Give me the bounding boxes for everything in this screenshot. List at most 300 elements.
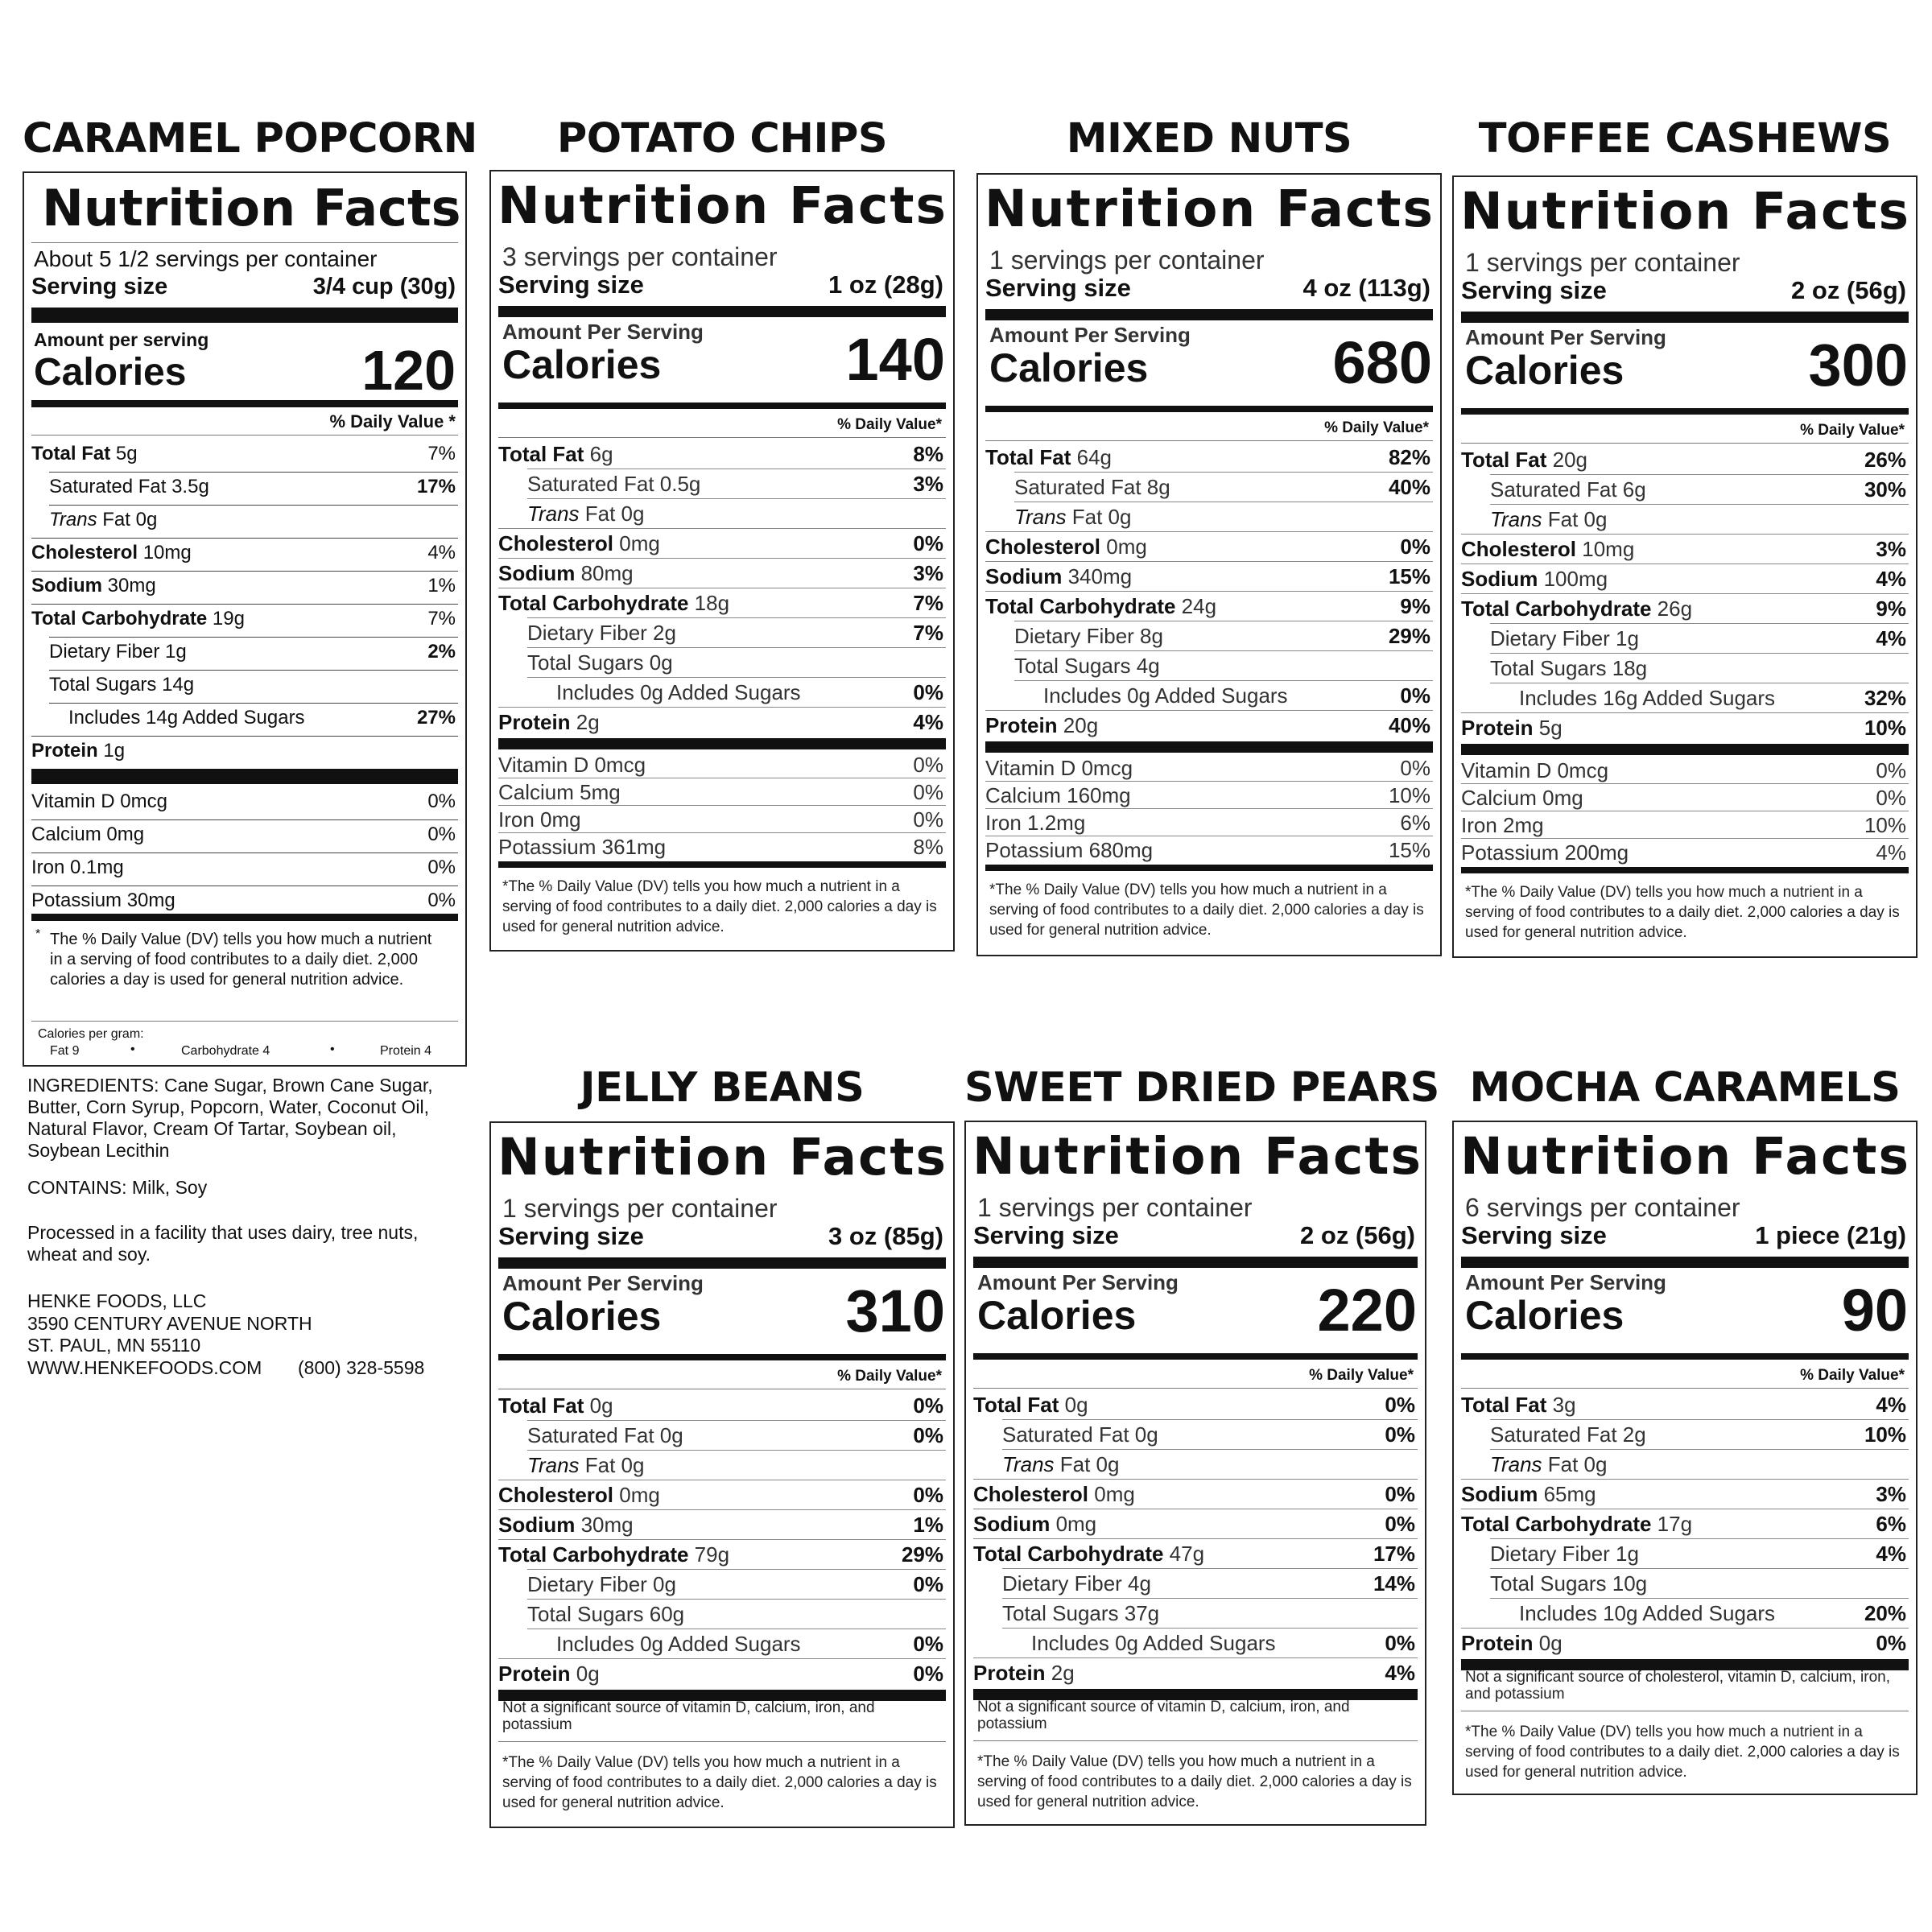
title-mixed-nuts: MIXED NUTS bbox=[1066, 115, 1352, 163]
nutrient-row bbox=[985, 713, 1430, 738]
nutrition-facts-heading: Nutrition Facts bbox=[985, 180, 1435, 238]
nutrition-panel-sweet-dried-pears bbox=[964, 1121, 1426, 1826]
serving-size-label: Serving size bbox=[985, 274, 1131, 302]
company-name: HENKE FOODS, LLC bbox=[27, 1290, 207, 1311]
divider bbox=[1490, 653, 1909, 654]
divider bbox=[49, 703, 458, 704]
nutrient-row bbox=[985, 505, 1430, 530]
nutrient-row bbox=[985, 683, 1430, 708]
divider bbox=[973, 1257, 1418, 1268]
nutrient-label bbox=[973, 1512, 1096, 1537]
nutrient-label bbox=[498, 1662, 600, 1686]
vitamin-row bbox=[1461, 758, 1906, 783]
nutrient-name: Total Carbohydrate bbox=[1461, 1512, 1652, 1536]
nutrient-amount: Fat 0g bbox=[1054, 1452, 1120, 1476]
vitamin-daily-value: 8% bbox=[913, 835, 943, 859]
footnote: *The % Daily Value (DV) tells you how much a nutrient in a serving of food contributes to a daily diet. 2,000 calories a day is used for general nutrition advice. bbox=[1465, 884, 1900, 941]
nutrient-name: Cholesterol bbox=[1461, 537, 1577, 561]
nutrient-label bbox=[1014, 624, 1163, 649]
divider bbox=[498, 1658, 946, 1659]
nutrient-row bbox=[498, 710, 943, 735]
nutrient-label bbox=[1490, 1422, 1646, 1447]
nutrient-label bbox=[1043, 683, 1288, 708]
nutrient-name: Total Fat bbox=[31, 443, 111, 464]
footnote: *The % Daily Value (DV) tells you how much a nutrient in a serving of food contributes to a daily diet. 2,000 calories a day is used for general nutrition advice. bbox=[1465, 1724, 1900, 1781]
facility-statement: Processed in a facility that uses dairy, tree nuts, wheat and soy. bbox=[27, 1222, 419, 1265]
nutrient-label bbox=[556, 680, 801, 705]
amount-per-serving: Amount Per Serving bbox=[1465, 325, 1666, 349]
nutrient-row bbox=[985, 624, 1430, 649]
vitamin-row bbox=[1461, 813, 1906, 838]
nutrient-name: Trans bbox=[1002, 1452, 1055, 1476]
nutrient-name: Cholesterol bbox=[973, 1482, 1089, 1506]
divider bbox=[527, 617, 946, 618]
serving-size-label: Serving size bbox=[31, 274, 168, 299]
nutrient-amount: 64g bbox=[1071, 445, 1113, 469]
nutrient-daily-value: 29% bbox=[1388, 624, 1430, 648]
nutrient-daily-value: 0% bbox=[1385, 1422, 1415, 1447]
nutrient-daily-value: 0% bbox=[1385, 1631, 1415, 1655]
vitamin-row bbox=[1461, 786, 1906, 811]
divider bbox=[498, 402, 946, 409]
nutrient-daily-value: 7% bbox=[427, 443, 456, 464]
divider bbox=[498, 861, 946, 868]
vitamin-label: Iron 2mg bbox=[1461, 813, 1544, 837]
nutrient-name: Saturated Fat 0g bbox=[527, 1423, 683, 1447]
nutrient-daily-value: 14% bbox=[1373, 1571, 1415, 1596]
nutrient-label bbox=[973, 1482, 1135, 1507]
nutrient-daily-value: 0% bbox=[1400, 535, 1430, 559]
nutrient-daily-value: 0% bbox=[913, 1393, 943, 1418]
nutrient-row bbox=[31, 509, 456, 531]
nutrient-name: Sodium bbox=[498, 1513, 576, 1537]
amount-per-serving: Amount per serving bbox=[34, 329, 209, 350]
nutrient-label bbox=[498, 561, 634, 586]
nutrient-label bbox=[1002, 1601, 1159, 1626]
servings-per-container: 1 servings per container bbox=[502, 1194, 778, 1223]
nutrient-name: Dietary Fiber 1g bbox=[1490, 1542, 1639, 1566]
nutrient-label bbox=[31, 542, 192, 564]
nutrient-daily-value: 0% bbox=[913, 680, 943, 704]
address-line-2: ST. PAUL, MN 55110 bbox=[27, 1335, 201, 1356]
nutrient-daily-value: 0% bbox=[1385, 1482, 1415, 1506]
nutrient-daily-value: 40% bbox=[1388, 475, 1430, 499]
nutrient-name: Saturated Fat 3.5g bbox=[49, 476, 209, 497]
divider bbox=[498, 1509, 946, 1510]
divider bbox=[498, 1354, 946, 1360]
nutrient-label bbox=[498, 1393, 613, 1418]
vitamin-daily-value: 0% bbox=[913, 753, 943, 777]
daily-value-header: % Daily Value* bbox=[1800, 1367, 1905, 1384]
nutrient-row bbox=[1461, 1452, 1906, 1477]
vitamin-label: Iron 0mg bbox=[498, 807, 581, 832]
servings-per-container: 3 servings per container bbox=[502, 242, 778, 271]
title-sweet-dried-pears: SWEET DRIED PEARS bbox=[964, 1064, 1439, 1112]
nutrient-amount: Fat 0g bbox=[97, 509, 158, 530]
nutrient-label bbox=[1490, 507, 1607, 532]
nutrient-row bbox=[973, 1393, 1415, 1418]
vitamin-label: Potassium 361mg bbox=[498, 835, 667, 859]
serving-size-label: Serving size bbox=[1461, 1221, 1607, 1249]
nutrient-amount: 5g bbox=[1533, 716, 1563, 740]
nutrient-name: Total Carbohydrate bbox=[1461, 597, 1652, 621]
nutrient-row bbox=[973, 1482, 1415, 1507]
divider bbox=[985, 710, 1433, 711]
nutrient-row bbox=[1461, 1422, 1906, 1447]
vitamin-daily-value: 0% bbox=[427, 791, 456, 812]
nutrient-row bbox=[1461, 1631, 1906, 1656]
nutrient-row bbox=[31, 608, 456, 630]
nutrient-daily-value: 0% bbox=[913, 1662, 943, 1686]
nutrient-daily-value: 0% bbox=[1385, 1393, 1415, 1417]
vitamin-label: Potassium 200mg bbox=[1461, 840, 1629, 865]
nutrient-label bbox=[68, 707, 305, 729]
nutrient-name: Includes 0g Added Sugars bbox=[1031, 1631, 1276, 1655]
nutrient-label bbox=[1014, 505, 1131, 530]
nutrient-row bbox=[1461, 597, 1906, 621]
nutrient-name: Sodium bbox=[498, 561, 576, 585]
vitamin-label: Potassium 30mg bbox=[31, 890, 175, 911]
nutrient-name: Sodium bbox=[31, 575, 102, 597]
nutrient-row bbox=[498, 1542, 943, 1567]
vitamin-row bbox=[31, 857, 456, 879]
divider bbox=[31, 819, 458, 820]
amount-per-serving: Amount Per Serving bbox=[502, 1271, 704, 1295]
nutrient-label bbox=[527, 502, 644, 526]
nutrient-label bbox=[1461, 1482, 1596, 1507]
nutrient-daily-value: 7% bbox=[913, 621, 943, 645]
nutrient-label bbox=[1461, 537, 1634, 562]
nutrient-label bbox=[31, 575, 156, 597]
nutrient-name: Includes 0g Added Sugars bbox=[556, 680, 801, 704]
vitamin-label: Vitamin D 0mcg bbox=[985, 756, 1133, 780]
nutrient-label bbox=[527, 1572, 676, 1597]
divider bbox=[1461, 1257, 1909, 1268]
amount-per-serving: Amount Per Serving bbox=[977, 1270, 1179, 1294]
nutrition-facts-heading: Nutrition Facts bbox=[497, 1128, 947, 1187]
nutrient-name: Total Fat bbox=[973, 1393, 1059, 1417]
divider bbox=[1490, 1538, 1909, 1539]
divider bbox=[1461, 408, 1909, 415]
divider bbox=[498, 832, 946, 833]
vitamin-row bbox=[985, 811, 1430, 836]
vitamin-row bbox=[498, 807, 943, 832]
vitamin-row bbox=[498, 835, 943, 860]
nutrient-amount: 3g bbox=[1546, 1393, 1576, 1417]
serving-size-value: 2 oz (56g) bbox=[1791, 276, 1906, 304]
nutrient-row bbox=[498, 680, 943, 705]
nutrient-row bbox=[1461, 477, 1906, 502]
vitamin-row bbox=[31, 824, 456, 846]
nutrient-daily-value: 7% bbox=[427, 608, 456, 630]
nutrient-label bbox=[1490, 1452, 1607, 1477]
vitamin-daily-value: 15% bbox=[1388, 838, 1430, 862]
nutrient-label bbox=[498, 591, 729, 616]
nutrient-daily-value: 26% bbox=[1864, 448, 1906, 472]
nutrient-amount: 30mg bbox=[102, 575, 156, 597]
nutrient-daily-value: 4% bbox=[1876, 567, 1906, 591]
nutrient-name: Total Carbohydrate bbox=[973, 1542, 1164, 1566]
nutrient-amount: 47g bbox=[1163, 1542, 1205, 1566]
nutrient-amount: 0g bbox=[1533, 1631, 1563, 1655]
nutrient-name: Saturated Fat 8g bbox=[1014, 475, 1170, 499]
nutrient-row bbox=[1461, 1571, 1906, 1596]
nutrient-label bbox=[498, 710, 600, 735]
nutrient-label bbox=[498, 1542, 729, 1567]
nutrient-row bbox=[973, 1452, 1415, 1477]
nutrient-label bbox=[1519, 686, 1775, 711]
servings-per-container: 1 servings per container bbox=[977, 1193, 1253, 1222]
nutrient-name: Includes 10g Added Sugars bbox=[1519, 1601, 1776, 1625]
nutrient-label bbox=[527, 621, 676, 646]
nutrient-row bbox=[985, 475, 1430, 500]
nutrient-label bbox=[973, 1661, 1075, 1686]
nutrient-label bbox=[1461, 716, 1563, 741]
divider bbox=[1461, 744, 1909, 755]
divider bbox=[1490, 1449, 1909, 1450]
nutrient-label bbox=[1461, 448, 1587, 473]
divider bbox=[31, 604, 458, 605]
nutrient-daily-value: 4% bbox=[1876, 1393, 1906, 1417]
divider bbox=[985, 440, 1433, 441]
nutrient-amount: 6g bbox=[584, 442, 613, 466]
nutrient-row bbox=[498, 650, 943, 675]
nutrition-facts-heading: Nutrition Facts bbox=[972, 1127, 1422, 1186]
nutrient-daily-value: 7% bbox=[913, 591, 943, 615]
title-mocha-caramels: MOCHA CARAMELS bbox=[1469, 1064, 1901, 1112]
divider bbox=[1461, 534, 1909, 535]
footnote: *The % Daily Value (DV) tells you how much a nutrient in a serving of food contributes to a daily diet. 2,000 calories a day is used for general nutrition advice. bbox=[502, 878, 937, 935]
nutrient-name: Cholesterol bbox=[31, 542, 138, 564]
nutrient-name: Dietary Fiber 4g bbox=[1002, 1571, 1151, 1596]
divider bbox=[985, 741, 1433, 753]
nutrient-row bbox=[973, 1542, 1415, 1567]
nutrient-label bbox=[49, 509, 157, 531]
divider bbox=[49, 637, 458, 638]
nutrient-amount: 0mg bbox=[1050, 1512, 1097, 1536]
nutrient-name: Trans bbox=[1490, 507, 1542, 531]
nutrient-name: Trans bbox=[527, 1453, 580, 1477]
vitamin-label: Iron 1.2mg bbox=[985, 811, 1086, 835]
divider bbox=[498, 805, 946, 806]
divider bbox=[973, 1479, 1418, 1480]
nutrient-amount: 0g bbox=[1059, 1393, 1088, 1417]
divider bbox=[1490, 474, 1909, 475]
nutrient-name: Protein bbox=[498, 1662, 571, 1686]
nutrient-row bbox=[1461, 1601, 1906, 1626]
nutrient-row bbox=[31, 740, 456, 762]
nutrition-panel-caramel-popcorn bbox=[23, 171, 467, 1067]
nutrient-amount: 0g bbox=[570, 1662, 600, 1686]
nutrient-row bbox=[31, 476, 456, 498]
nutrient-amount: 0mg bbox=[1100, 535, 1147, 559]
divider bbox=[1014, 680, 1433, 681]
contains: CONTAINS: Milk, Soy bbox=[27, 1177, 208, 1198]
calories-per-gram-fat: Fat 9 bbox=[50, 1044, 80, 1058]
address-line-1: 3590 CENTURY AVENUE NORTH bbox=[27, 1313, 312, 1334]
divider bbox=[527, 647, 946, 648]
vitamin-label: Iron 0.1mg bbox=[31, 857, 124, 878]
calories-label: Calories bbox=[34, 351, 187, 394]
nutrient-daily-value: 9% bbox=[1876, 597, 1906, 621]
divider bbox=[527, 1420, 946, 1421]
nutrient-amount: 10mg bbox=[1576, 537, 1635, 561]
nutrient-row bbox=[498, 621, 943, 646]
calories-value: 220 bbox=[1317, 1277, 1417, 1344]
nutrient-amount: Fat 0g bbox=[1542, 1452, 1608, 1476]
title-jelly-beans: JELLY BEANS bbox=[580, 1064, 865, 1112]
nutrient-name: Sodium bbox=[985, 564, 1063, 588]
nutrient-daily-value: 0% bbox=[913, 1483, 943, 1507]
nutrient-amount: 0g bbox=[584, 1393, 613, 1418]
nutrient-amount: 79g bbox=[688, 1542, 730, 1567]
nutrient-amount: 100mg bbox=[1538, 567, 1608, 591]
daily-value-header: % Daily Value* bbox=[1324, 419, 1429, 436]
nutrient-label bbox=[1014, 475, 1170, 500]
nutrient-amount: 19g bbox=[207, 608, 245, 630]
nutrient-label bbox=[1519, 1601, 1775, 1626]
nutrient-label bbox=[527, 650, 673, 675]
divider bbox=[49, 670, 458, 671]
daily-value-header: % Daily Value* bbox=[1800, 422, 1905, 439]
nutrient-name: Protein bbox=[31, 740, 98, 762]
nutrition-panel-mixed-nuts bbox=[976, 173, 1442, 956]
divider bbox=[985, 406, 1433, 412]
nutrient-amount: 5g bbox=[110, 443, 138, 464]
nutrient-label bbox=[1490, 477, 1646, 502]
vitamin-row bbox=[985, 756, 1430, 781]
serving-size-row bbox=[1461, 1221, 1906, 1250]
nutrient-amount: 0mg bbox=[1088, 1482, 1135, 1506]
calories-value: 140 bbox=[845, 326, 945, 393]
daily-value-header: % Daily Value* bbox=[837, 1368, 942, 1385]
title-potato-chips: POTATO CHIPS bbox=[556, 115, 888, 163]
title-toffee-cashews: TOFFEE CASHEWS bbox=[1478, 115, 1892, 163]
nutrient-amount: 340mg bbox=[1062, 564, 1133, 588]
serving-size-value: 1 oz (28g) bbox=[828, 270, 943, 299]
nutrient-daily-value: 32% bbox=[1864, 686, 1906, 710]
calories-value: 90 bbox=[1841, 1277, 1908, 1344]
nutrient-daily-value: 3% bbox=[1876, 1482, 1906, 1506]
divider bbox=[1461, 1479, 1909, 1480]
nutrient-amount: 80mg bbox=[575, 561, 634, 585]
serving-size-label: Serving size bbox=[973, 1221, 1119, 1249]
nutrient-name: Total Sugars 18g bbox=[1490, 656, 1648, 680]
nutrient-name: Protein bbox=[1461, 716, 1534, 740]
vitamin-label: Calcium 0mg bbox=[1461, 786, 1583, 810]
divider bbox=[31, 736, 458, 737]
nutrient-label bbox=[985, 535, 1147, 559]
nutrient-row bbox=[498, 472, 943, 497]
nutrient-label bbox=[49, 674, 194, 696]
nutrition-panel-toffee-cashews bbox=[1452, 175, 1918, 958]
website-link[interactable]: WWW.HENKEFOODS.COM bbox=[27, 1357, 262, 1378]
nutrient-row bbox=[31, 575, 456, 597]
vitamin-row bbox=[498, 753, 943, 778]
vitamin-daily-value: 0% bbox=[913, 780, 943, 804]
nutrient-daily-value: 29% bbox=[901, 1542, 943, 1567]
nutrient-daily-value: 0% bbox=[1385, 1512, 1415, 1536]
serving-size-row bbox=[985, 274, 1430, 303]
vitamin-daily-value: 4% bbox=[1876, 840, 1906, 865]
nutrient-amount: Fat 0g bbox=[579, 1453, 645, 1477]
nutrient-row bbox=[1461, 1512, 1906, 1537]
divider bbox=[985, 591, 1433, 592]
nutrient-name: Sodium bbox=[973, 1512, 1051, 1536]
nutrient-daily-value: 17% bbox=[1373, 1542, 1415, 1566]
nutrient-daily-value: 4% bbox=[427, 542, 456, 564]
nutrient-amount: 2g bbox=[570, 710, 600, 734]
divider bbox=[1490, 623, 1909, 624]
nutrient-row bbox=[31, 641, 456, 663]
nutrient-daily-value: 4% bbox=[1876, 626, 1906, 650]
serving-size-value: 1 piece (21g) bbox=[1755, 1221, 1906, 1249]
nutrient-name: Trans bbox=[1490, 1452, 1542, 1476]
nutrient-name: Total Carbohydrate bbox=[498, 1542, 689, 1567]
nutrient-daily-value: 20% bbox=[1864, 1601, 1906, 1625]
nutrient-label bbox=[49, 641, 187, 663]
nutrient-name: Dietary Fiber 0g bbox=[527, 1572, 676, 1596]
nutrient-name: Includes 0g Added Sugars bbox=[1043, 683, 1288, 708]
vitamin-label: Vitamin D 0mcg bbox=[1461, 758, 1609, 782]
nutrient-row bbox=[985, 445, 1430, 470]
nutrient-row bbox=[31, 674, 456, 696]
serving-size-row bbox=[973, 1221, 1415, 1250]
nutrient-name: Saturated Fat 2g bbox=[1490, 1422, 1646, 1447]
serving-size-row bbox=[1461, 276, 1906, 305]
divider bbox=[527, 1599, 946, 1600]
nutrient-amount: 24g bbox=[1175, 594, 1217, 618]
nutrient-daily-value: 3% bbox=[913, 561, 943, 585]
amount-per-serving: Amount Per Serving bbox=[1465, 1270, 1666, 1294]
divider bbox=[1461, 783, 1909, 784]
nutrient-row bbox=[973, 1631, 1415, 1656]
nutrient-row bbox=[1461, 537, 1906, 562]
nutrient-name: Trans bbox=[1014, 505, 1067, 529]
nutrient-label bbox=[1031, 1631, 1276, 1656]
nutrient-name: Saturated Fat 6g bbox=[1490, 477, 1646, 502]
vitamin-daily-value: 6% bbox=[1400, 811, 1430, 835]
divider bbox=[973, 1538, 1418, 1539]
nutrient-amount: 18g bbox=[688, 591, 730, 615]
nutrient-amount: Fat 0g bbox=[1066, 505, 1132, 529]
nutrient-name: Saturated Fat 0.5g bbox=[527, 472, 701, 496]
nutrient-daily-value: 0% bbox=[913, 1423, 943, 1447]
nutrition-facts-heading: Nutrition Facts bbox=[42, 179, 461, 237]
vitamin-label: Calcium 0mg bbox=[31, 824, 145, 845]
phone-number: (800) 328-5598 bbox=[298, 1357, 425, 1378]
divider bbox=[498, 528, 946, 529]
nutrient-daily-value: 17% bbox=[416, 476, 456, 497]
nutrient-daily-value: 4% bbox=[1385, 1661, 1415, 1685]
nutrient-row bbox=[985, 594, 1430, 619]
nutrient-name: Sodium bbox=[1461, 567, 1538, 591]
divider bbox=[1461, 867, 1909, 873]
serving-size-value: 3 oz (85g) bbox=[828, 1222, 943, 1250]
calories-per-gram-protein: Protein 4 bbox=[380, 1044, 432, 1058]
nutrient-amount: 17g bbox=[1651, 1512, 1693, 1536]
vitamin-daily-value: 0% bbox=[1876, 758, 1906, 782]
nutrient-row bbox=[498, 1513, 943, 1538]
divider bbox=[31, 571, 458, 572]
nutrient-daily-value: 10% bbox=[1864, 1422, 1906, 1447]
nutrient-label bbox=[973, 1393, 1088, 1418]
divider bbox=[1490, 1598, 1909, 1599]
nutrient-row bbox=[1461, 507, 1906, 532]
divider bbox=[498, 558, 946, 559]
vitamin-daily-value: 0% bbox=[427, 824, 456, 845]
nutrient-daily-value: 15% bbox=[1388, 564, 1430, 588]
